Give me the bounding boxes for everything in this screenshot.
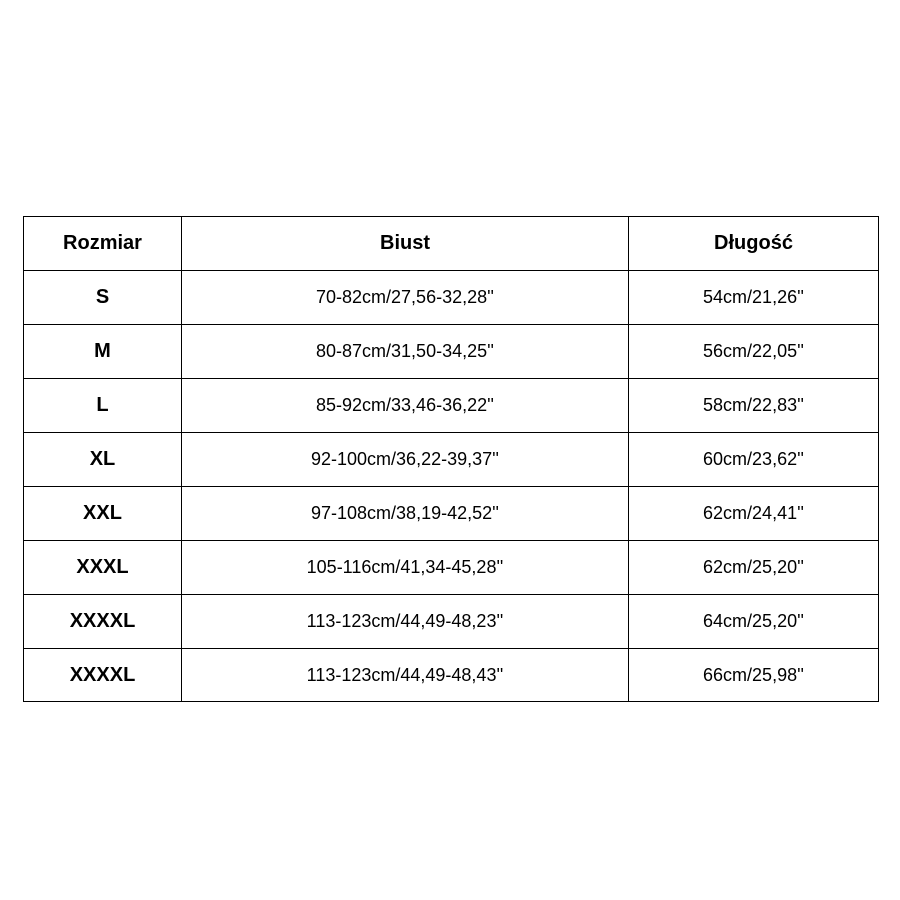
size-cell: XXXL [24,541,182,595]
length-cell: 54cm/21,26'' [629,271,879,325]
size-cell: M [24,325,182,379]
bust-cell: 70-82cm/27,56-32,28'' [182,271,629,325]
table-row [24,649,879,702]
table-row [24,595,879,649]
bust-cell: 113-123cm/44,49-48,23'' [182,595,629,649]
header-length: Długość [629,217,879,271]
table-row [24,271,879,325]
length-cell: 58cm/22,83'' [629,379,879,433]
length-cell: 62cm/24,41'' [629,487,879,541]
table-row [24,325,879,379]
size-cell: XL [24,433,182,487]
bust-cell: 80-87cm/31,50-34,25'' [182,325,629,379]
bust-cell: 105-116cm/41,34-45,28'' [182,541,629,595]
size-chart-table [23,216,879,702]
size-cell: L [24,379,182,433]
table-row [24,487,879,541]
bust-cell: 97-108cm/38,19-42,52'' [182,487,629,541]
header-bust: Biust [182,217,629,271]
size-cell: XXL [24,487,182,541]
table-row [24,541,879,595]
table-header-row [24,217,879,271]
bust-cell: 113-123cm/44,49-48,43'' [182,649,629,702]
length-cell: 64cm/25,20'' [629,595,879,649]
length-cell: 60cm/23,62'' [629,433,879,487]
header-size: Rozmiar [24,217,182,271]
table-row [24,379,879,433]
length-cell: 56cm/22,05'' [629,325,879,379]
bust-cell: 92-100cm/36,22-39,37'' [182,433,629,487]
size-cell: S [24,271,182,325]
length-cell: 62cm/25,20'' [629,541,879,595]
size-cell: XXXXL [24,649,182,702]
table-row [24,433,879,487]
size-cell: XXXXL [24,595,182,649]
bust-cell: 85-92cm/33,46-36,22'' [182,379,629,433]
length-cell: 66cm/25,98'' [629,649,879,702]
